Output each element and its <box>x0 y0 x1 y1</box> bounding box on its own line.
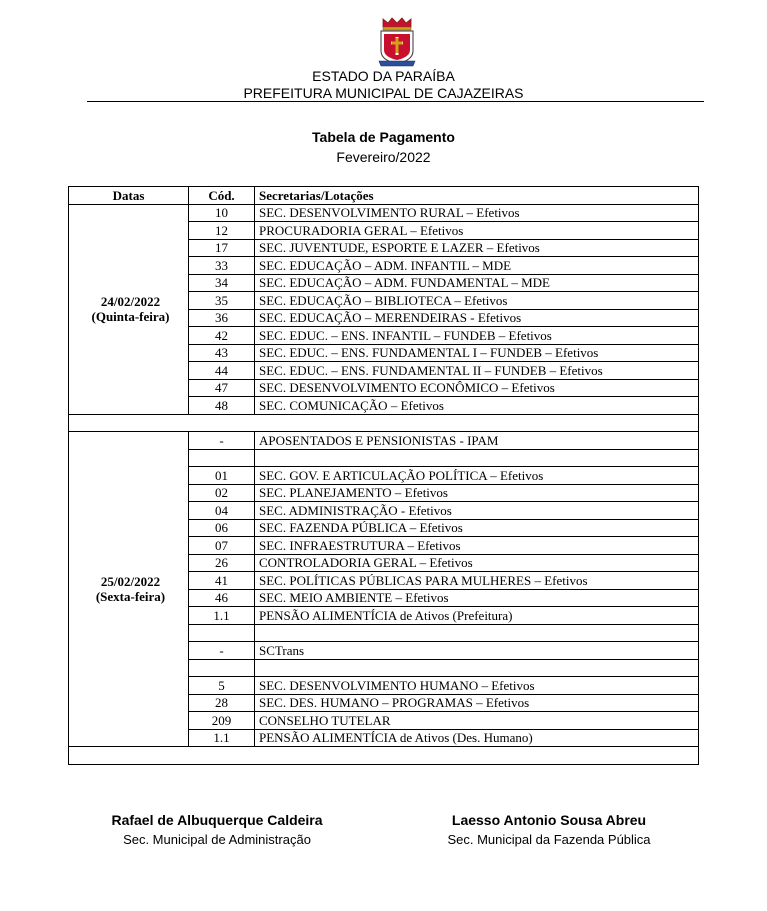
payment-table <box>68 186 699 765</box>
department-name: CONTROLADORIA GERAL – Efetivos <box>255 554 699 572</box>
payment-weekday: (Sexta-feira) <box>95 589 166 604</box>
department-code: 34 <box>189 274 255 292</box>
date-cell-thursday <box>69 204 189 414</box>
document-period: Fevereiro/2022 <box>336 149 431 165</box>
department-name: SEC. INFRAESTRUTURA – Efetivos <box>255 537 699 555</box>
municipal-coat-of-arms-icon <box>376 17 418 67</box>
department-name: SEC. GOV. E ARTICULAÇÃO POLÍTICA – Efetivos <box>255 467 699 485</box>
department-name: SEC. DESENVOLVIMENTO RURAL – Efetivos <box>255 204 699 222</box>
department-code: 02 <box>189 484 255 502</box>
department-name: SEC. POLÍTICAS PÚBLICAS PARA MULHERES – Efetivos <box>255 572 699 590</box>
spacer-row <box>69 414 699 432</box>
department-name: SEC. DES. HUMANO – PROGRAMAS – Efetivos <box>255 694 699 712</box>
payment-weekday: (Quinta-feira) <box>91 309 170 324</box>
department-code: - <box>189 432 255 450</box>
department-name: SEC. JUVENTUDE, ESPORTE E LAZER – Efetivos <box>255 239 699 257</box>
department-code: 46 <box>189 589 255 607</box>
department-name: SEC. EDUC. – ENS. INFANTIL – FUNDEB – Efetivos <box>255 327 699 345</box>
department-code: 41 <box>189 572 255 590</box>
signatory-name: Laesso Antonio Sousa Abreu <box>451 812 647 828</box>
department-code: 17 <box>189 239 255 257</box>
signature-block-finance <box>418 811 680 851</box>
column-header-departments: Secretarias/Lotações <box>255 187 699 205</box>
department-code: 209 <box>189 712 255 730</box>
department-name: PROCURADORIA GERAL – Efetivos <box>255 222 699 240</box>
city-hall-name: PREFEITURA MUNICIPAL DE CAJAZEIRAS <box>243 85 524 101</box>
payment-date: 25/02/2022 <box>100 574 161 589</box>
table-row <box>69 432 699 450</box>
department-code: 5 <box>189 677 255 695</box>
department-name: CONSELHO TUTELAR <box>255 712 699 730</box>
state-name: ESTADO DA PARAÍBA <box>312 68 455 84</box>
department-name: PENSÃO ALIMENTÍCIA de Ativos (Prefeitura) <box>255 607 699 625</box>
department-code: 04 <box>189 502 255 520</box>
department-name: SEC. EDUCAÇÃO – BIBLIOTECA – Efetivos <box>255 292 699 310</box>
department-name: SEC. EDUC. – ENS. FUNDAMENTAL I – FUNDEB – Efetivos <box>255 344 699 362</box>
department-name: SEC. EDUCAÇÃO – ADM. FUNDAMENTAL – MDE <box>255 274 699 292</box>
department-code: - <box>189 642 255 660</box>
department-code: 35 <box>189 292 255 310</box>
department-code: 1.1 <box>189 607 255 625</box>
department-code: 10 <box>189 204 255 222</box>
department-code: 06 <box>189 519 255 537</box>
department-name: SEC. EDUCAÇÃO – MERENDEIRAS - Efetivos <box>255 309 699 327</box>
department-code: 26 <box>189 554 255 572</box>
department-code: 44 <box>189 362 255 380</box>
department-name: SEC. MEIO AMBIENTE – Efetivos <box>255 589 699 607</box>
column-header-code: Cód. <box>189 187 255 205</box>
signatory-role: Sec. Municipal de Administração <box>123 832 311 847</box>
department-code: 43 <box>189 344 255 362</box>
department-code: 07 <box>189 537 255 555</box>
department-code: 12 <box>189 222 255 240</box>
department-name: SEC. FAZENDA PÚBLICA – Efetivos <box>255 519 699 537</box>
spacer-row <box>69 747 699 765</box>
department-name: SEC. EDUC. – ENS. FUNDAMENTAL II – FUNDEB – Efetivos <box>255 362 699 380</box>
table-row <box>69 204 699 222</box>
department-name: APOSENTADOS E PENSIONISTAS - IPAM <box>255 432 699 450</box>
document-title: Tabela de Pagamento <box>312 129 455 145</box>
signatory-role: Sec. Municipal da Fazenda Pública <box>447 832 651 847</box>
department-name: SEC. EDUCAÇÃO – ADM. INFANTIL – MDE <box>255 257 699 275</box>
department-name: SEC. COMUNICAÇÃO – Efetivos <box>255 397 699 415</box>
column-header-dates: Datas <box>69 187 189 205</box>
department-name: SEC. ADMINISTRAÇÃO - Efetivos <box>255 502 699 520</box>
table-header-row <box>69 187 699 205</box>
department-code: 1.1 <box>189 729 255 747</box>
signatory-name: Rafael de Albuquerque Caldeira <box>111 812 323 828</box>
department-code: 01 <box>189 467 255 485</box>
department-code: 47 <box>189 379 255 397</box>
department-code: 33 <box>189 257 255 275</box>
department-name: SEC. DESENVOLVIMENTO HUMANO – Efetivos <box>255 677 699 695</box>
department-code: 28 <box>189 694 255 712</box>
department-code: 48 <box>189 397 255 415</box>
department-code: 36 <box>189 309 255 327</box>
header-divider <box>87 101 704 102</box>
signature-block-administration <box>87 811 347 851</box>
date-cell-friday <box>69 432 189 747</box>
department-code: 42 <box>189 327 255 345</box>
department-name: SEC. DESENVOLVIMENTO ECONÔMICO – Efetivos <box>255 379 699 397</box>
payment-date: 24/02/2022 <box>100 294 161 309</box>
department-name: SCTrans <box>255 642 699 660</box>
department-name: PENSÃO ALIMENTÍCIA de Ativos (Des. Humano) <box>255 729 699 747</box>
department-name: SEC. PLANEJAMENTO – Efetivos <box>255 484 699 502</box>
